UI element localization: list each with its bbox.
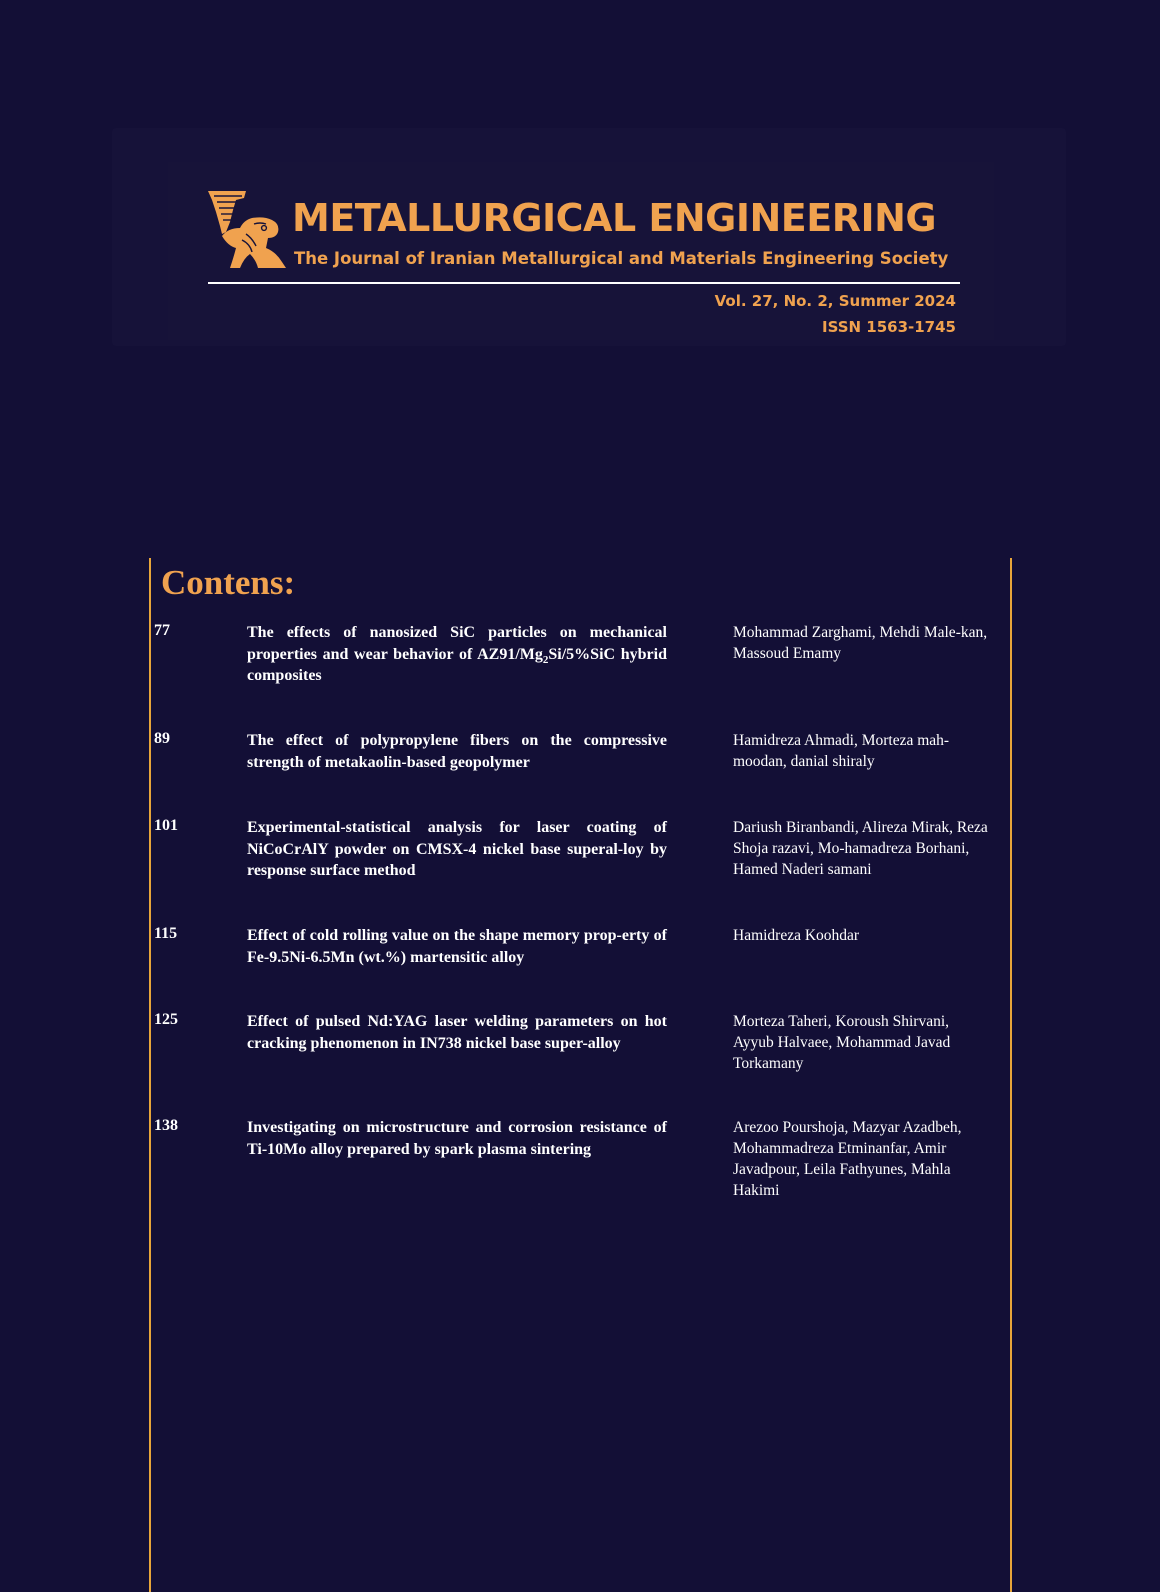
article-title[interactable]: The effects of nanosized SiC particles on mechanical properties and wear behavior of $AZ91/Mg_2Si/5\%SiC$ hybrid composites [247, 624, 667, 684]
page-number[interactable]: 77 [154, 622, 170, 639]
page-number[interactable]: 138 [154, 1117, 178, 1134]
journal-title: METALLURGICAL ENGINEERING [292, 196, 937, 240]
page-number[interactable]: 89 [154, 730, 170, 747]
article-authors: Morteza Taheri, Koroush Shirvani, Ayyub Halvaee, Mohammad Javad Torkamany [733, 1013, 951, 1072]
article-authors: Dariush Biranbandi, Alireza Mirak, Reza Shoja razavi, Mo-hamadreza Borhani, Hamed Naderi samani [733, 819, 988, 878]
page-number[interactable]: 115 [154, 925, 178, 942]
page-number[interactable]: 125 [154, 1011, 178, 1028]
journal-subtitle: The Journal of Iranian Metallurgical and Materials Engineering Society [294, 249, 949, 268]
right-border-line [1010, 558, 1012, 1592]
article-authors: Hamidreza Koohdar [733, 927, 860, 944]
article-title[interactable]: The effect of polypropylene fibers on the compressive strength of metakaolin-based geopolymer [247, 732, 667, 771]
article-title[interactable]: Effect of pulsed Nd:YAG laser welding parameters on hot cracking phenomenon in IN738 nickel base super-alloy [247, 1013, 667, 1052]
article-title[interactable]: Investigating on microstructure and corrosion resistance of Ti-10Mo alloy prepared by spark plasma sintering [247, 1119, 667, 1158]
page-number[interactable]: 101 [154, 817, 178, 834]
article-title[interactable]: Effect of cold rolling value on the shape memory prop-erty of Fe-9.5Ni-6.5Mn (wt.%) martensitic alloy [247, 927, 667, 966]
article-authors: Hamidreza Ahmadi, Morteza mah-moodan, danial shiraly [733, 732, 950, 770]
article-authors: Mohammad Zarghami, Mehdi Male-kan, Massoud Emamy [733, 624, 988, 662]
rhyton-lion-icon [206, 188, 290, 272]
issue-info: Vol. 27, No. 2, Summer 2024 [714, 292, 956, 310]
contents-heading: Contens: [161, 563, 296, 602]
header-divider [208, 282, 960, 284]
issn-info: ISSN 1563-1745 [821, 318, 956, 336]
article-authors: Arezoo Pourshoja, Mazyar Azadbeh, Mohammadreza Etminanfar, Amir Javadpour, Leila Fathyunes, Mahla Hakimi [733, 1119, 962, 1199]
left-border-line [149, 558, 151, 1592]
article-title[interactable]: Experimental-statistical analysis for laser coating of NiCoCrAlY powder on CMSX-4 nickel base superal-loy by response surface method [247, 819, 667, 879]
